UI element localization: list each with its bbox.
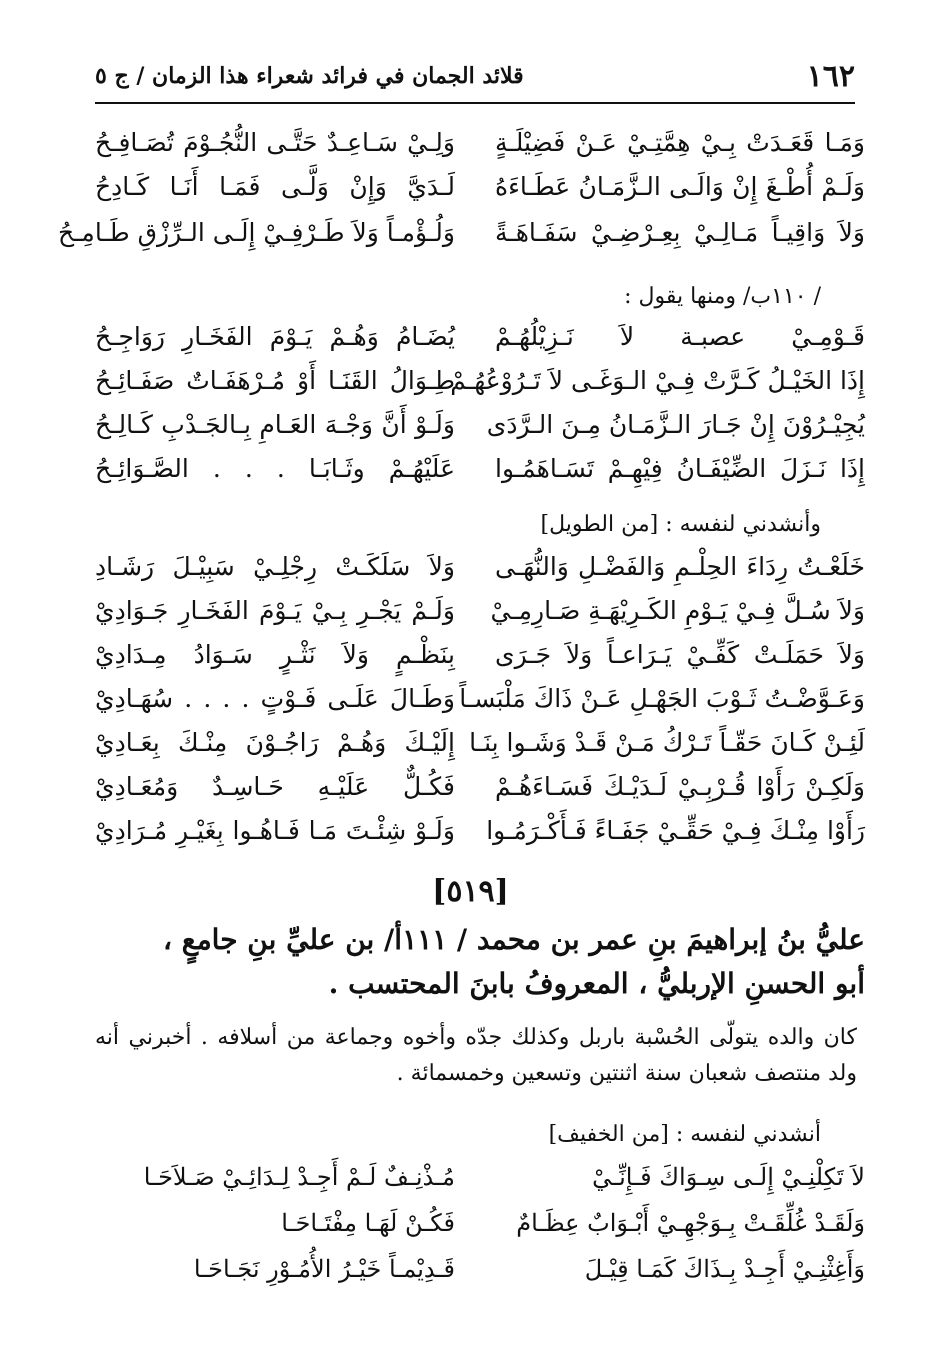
verse-first-hemistich: إِذَا الخَيْـلُ كَـرَّتْ فِـيْ الـوَغَـى لاَ تَـرُوْعُهُـمْ	[450, 366, 865, 395]
verse-line	[95, 684, 865, 728]
biography	[95, 1020, 857, 1092]
poem-1	[57, 128, 865, 264]
verse-second-hemistich: قَـدِيْمـاً خَيْـرُ الأُمُـوْرِ نَجَـاحَـا	[193, 1255, 455, 1283]
verse-first-hemistich: قَـوْمِـيْ عصبـة لاَ نَـزِيْلُهُـمْ	[495, 322, 865, 351]
verse-line	[95, 816, 865, 860]
verse-second-hemistich: وَلاَ سَلَكَـتْ رِجْلِـيْ سَبِيْـلَ رَشَـادِ	[95, 552, 455, 581]
poem-intro: وأنشدني لنفسه : [من الطويل]	[540, 512, 821, 537]
verse-line	[95, 728, 865, 772]
bio-line: كان والده يتولّى الحُسْبة باربل وكذلك جدّه وأخوه وجماعة من أسلافه . أخبرني أنه	[95, 1025, 857, 1050]
verse-second-hemistich: عَلَيْهُـمْ وثَـابَـا . . . الصَّـوَائِـحُ	[95, 454, 455, 483]
page-number: ١٦٢	[806, 58, 855, 94]
entry-heading-line-1: عليُّ بنُ إبراهيمَ بنِ عمر بن محمد / ١١١أ/ بن عليِّ بنِ جامعٍ ،	[163, 923, 865, 956]
verse-line	[95, 172, 865, 218]
verse-line	[95, 596, 865, 640]
verse-first-hemistich: إِذَا نَـزَلَ الضِّيْفَـانُ فِيْهِـمْ تَسَـاهَمُـوا	[495, 454, 865, 483]
verse-line	[95, 322, 865, 366]
running-title: قلائد الجمان في فرائد شعراء هذا الزمان / ج ٥	[95, 63, 524, 89]
verse-second-hemistich: إِلَيْـكَ وَهُـمْ رَاجُـوْنَ مِنْـكَ بِعَـادِيْ	[95, 728, 455, 757]
verse-first-hemistich: وَلاَ وَاقِيـاً مَـالِـيْ بِعِـرْضِـيْ سَفَـاهَـةً	[495, 218, 865, 247]
verse-line	[95, 410, 865, 454]
verse-first-hemistich: خَلَعْـتُ رِدَاءَ الحِلْـمِ وَالفَضْـلِ وَالنُّهَـى	[495, 552, 865, 581]
verse-first-hemistich: لاَ تَكِلْنِـيْ إِلَـى سِـوَاكَ فَـإِنِّـيْ	[592, 1163, 865, 1191]
page-header	[95, 52, 855, 100]
verse-first-hemistich: وَلَـمْ أُطْـغَ إِنْ وَالَـى الـزَّمَـانُ عَطَـاءَهُ	[495, 172, 865, 201]
verse-first-hemistich: يُجِيْـرُوْنَ إِنْ جَـارَ الـزَّمَـانُ مِـنَ الـرَّدَى	[486, 410, 865, 439]
verse-line	[95, 552, 865, 596]
verse-line	[95, 454, 865, 498]
poem-2	[95, 322, 865, 498]
verse-line	[95, 772, 865, 816]
verse-first-hemistich: وَمَـا قَعَـدَتْ بِـيْ هِمَّتِـيْ عَـنْ فَضِيْلَـةٍ	[495, 128, 865, 157]
verse-second-hemistich: وَلِـيْ سَـاعِـدٌ حَتَّـى النُّجُـوْمَ تُصَـافِـحُ	[95, 128, 455, 157]
verse-second-hemistich: بِنَظْـمٍ وَلاَ نَثْـرٍ سَـوَادُ مِـدَادِيْ	[95, 640, 455, 669]
verse-first-hemistich: وَعَـوَّضْـتُ ثَـوْبَ الجَهْـلِ عَـنْ ذَاكَ مَلْبَسـاً	[459, 684, 865, 713]
verse-line	[95, 640, 865, 684]
verse-line	[95, 1208, 865, 1254]
verse-second-hemistich: فَكُـنْ لَهَـا مِفْتَـاحَـا	[281, 1209, 455, 1237]
bio-line: ولد منتصف شعبان سنة اثنتين وتسعين وخمسمائة .	[396, 1061, 857, 1086]
verse-first-hemistich: رَأَوْا مِنْـكَ فِـيْ حَقِّـيْ جَفَـاءً فَـأَكْـرَمُـوا	[486, 816, 865, 845]
entry-heading-line-2: أبو الحسنِ الإربليُّ ، المعروفُ بابنَ المحتسب .	[328, 967, 865, 1000]
verse-second-hemistich: يُضَـامُ وَهُـمْ يَـوْمَ الفَخَـارِ رَوَاجِـحُ	[95, 322, 455, 351]
verse-first-hemistich: وَلاَ سُـلَّ فِـيْ يَـوْمِ الكَـرِيْهَـةِ صَـارِمِـيْ	[490, 596, 865, 625]
verse-second-hemistich: وَطَـالَ عَلَـى فَـوْتٍ . . . . سُهَـادِيْ	[95, 684, 455, 713]
entry-number: [٥١٩]	[432, 874, 509, 909]
poem-3	[95, 552, 865, 860]
verse-second-hemistich: فَكُـلٌّ عَلَيْـهِ حَـاسِـدٌ وَمُعَـادِيْ	[95, 772, 455, 801]
verse-second-hemistich: وَلَـمْ يَجْـرِ بِـيْ يَـوْمَ الفَخَـارِ جَـوَادِيْ	[95, 596, 455, 625]
verse-line	[95, 366, 865, 410]
poem-intro: أنشدني لنفسه : [من الخفيف]	[548, 1122, 821, 1147]
verse-second-hemistich: وَلُـؤْمـاً وَلاَ طَـرْفِـيْ إِلَـى الـرِّزْقِ طَـامِـحُ	[57, 218, 455, 247]
verse-line	[57, 218, 865, 264]
verse-line	[95, 1254, 865, 1300]
verse-line	[95, 1162, 865, 1208]
header-rule	[95, 102, 855, 104]
verse-second-hemistich: طِـوَالُ القَنَـا أَوْ مُـرْهَفَـاتٌ صَفَـائِـحُ	[95, 366, 455, 395]
verse-first-hemistich: لَئِـنْ كَـانَ حَقّـاً تَـرْكُ مَـنْ قَـدْ وَشَـوا بِنَـا	[469, 728, 865, 757]
verse-first-hemistich: وَلاَ حَمَلَـتْ كَفِّـيْ يَـرَاعـاً وَلاَ جَـرَى	[495, 640, 865, 669]
verse-second-hemistich: لَـدَيَّ وَإِنْ وَلَّـى فَمَـا أَنَـا كَـادِحُ	[95, 172, 455, 201]
verse-second-hemistich: مُـذْنِـفٌ لَـمْ أَجِـدْ لِـدَائِـيْ صَـلاَحَـا	[143, 1163, 455, 1191]
verse-second-hemistich: وَلَـوْ شِئْـتَ مَـا فَـاهُـوا بِغَيْـرِ مُـرَادِيْ	[95, 816, 455, 845]
verse-second-hemistich: وَلَـوْ أَنَّ وَجْـهَ العَـامِ بِـالجَـدْبِ كَـالِـحُ	[95, 410, 455, 439]
verse-first-hemistich: وَأَغِثْنِـيْ أَجِـدْ بِـذَاكَ كَمَـا قِيْـلَ	[584, 1255, 865, 1283]
verse-line	[95, 128, 865, 172]
poem-4	[95, 1162, 865, 1300]
folio-intro: / ١١٠ب/ ومنها يقول :	[624, 284, 821, 309]
verse-first-hemistich: وَلَكِـنْ رَأَوْا قُـرْبِـيْ لَـدَيْـكَ فَسَـاءَهُـمْ	[495, 772, 865, 801]
verse-first-hemistich: وَلَقَـدْ غُلِّقَـتْ بِـوَجْهِـيْ أَبْـوَابٌ عِظَـامٌ	[516, 1209, 865, 1237]
